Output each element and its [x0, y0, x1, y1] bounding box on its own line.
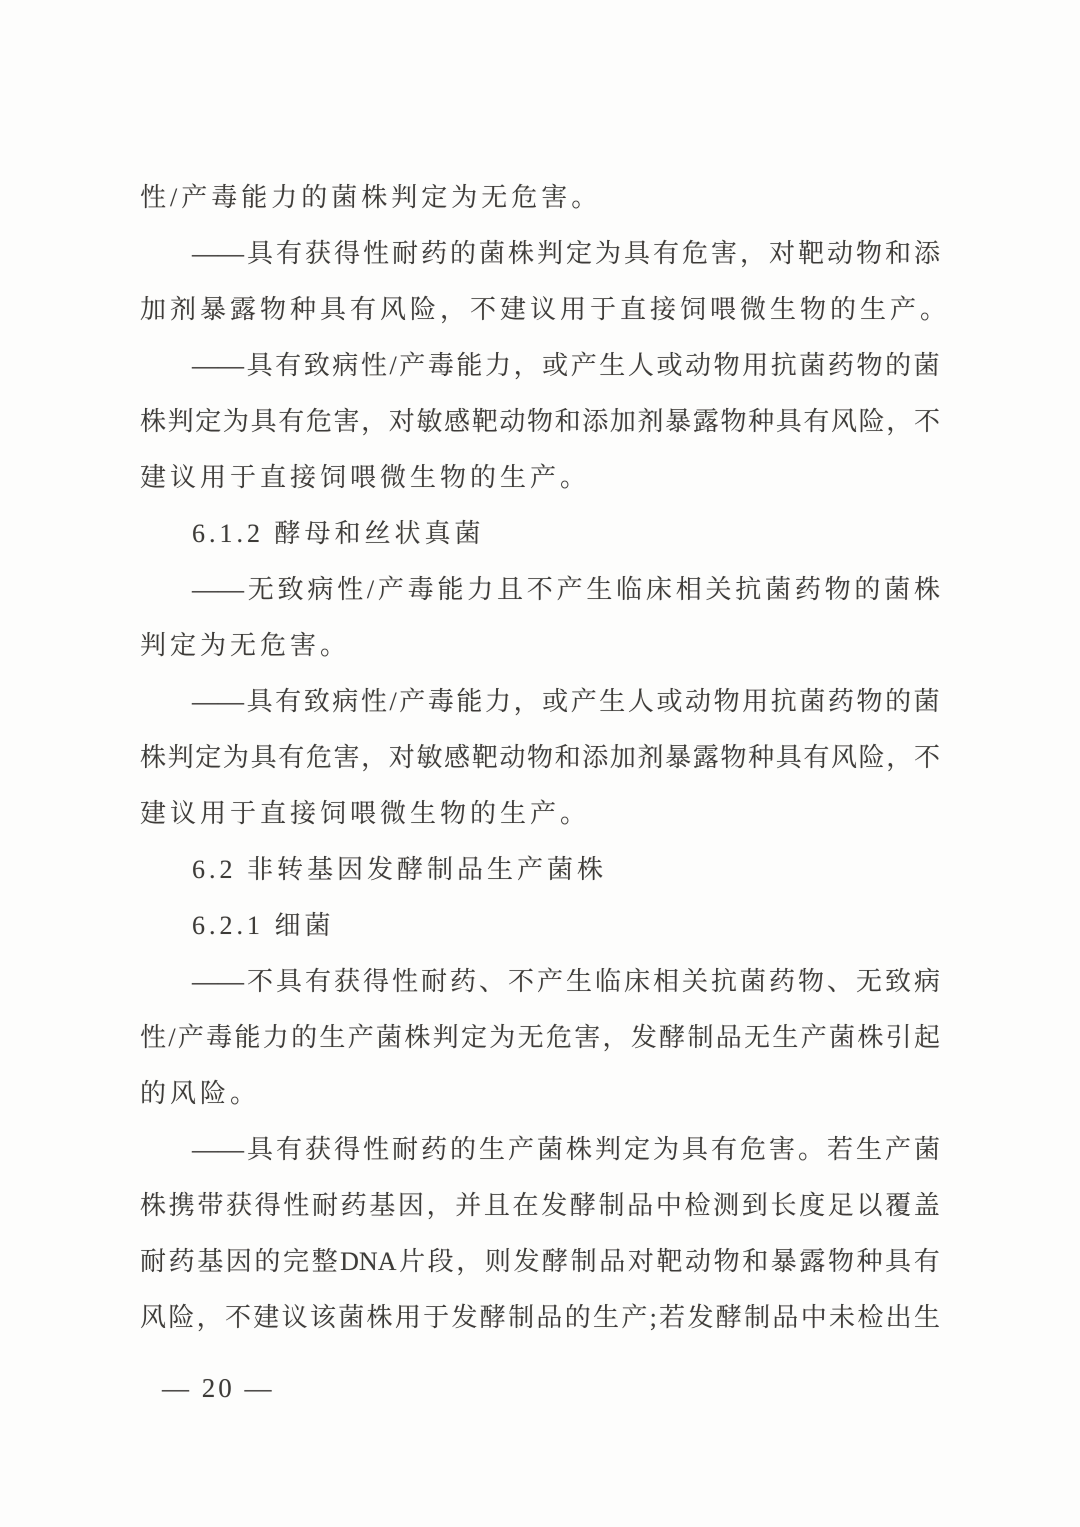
text-line: —— 具 有 获 得 性 耐 药 的 菌 株 判 定 为 具 有 危 害 ， 对 靶 动 物 和 添: [192, 239, 940, 268]
page-text: [140, 170, 951, 1346]
text-line: 性 / 产 毒 能 力 的 生 产 菌 株 判 定 为 无 危 害 ， 发 酵 制 品 无 生 产 菌 株 引 起: [140, 1023, 940, 1052]
text-line: 性/产毒能力的菌株判定为无危害。: [140, 183, 602, 212]
text-line: 建议用于直接饲喂微生物的生产。: [140, 463, 591, 492]
text-line: —— 无 致 病 性 / 产 毒 能 力 且 不 产 生 临 床 相 关 抗 菌 药 物 的 菌 株: [192, 575, 940, 604]
text-line: —— 不 具 有 获 得 性 耐 药 、 不 产 生 临 床 相 关 抗 菌 药 物 、 无 致 病: [192, 967, 940, 996]
page-number: — 20 —: [162, 1373, 275, 1403]
section-heading-6-2: 6.2 非转基因发酵制品生产菌株: [192, 855, 608, 884]
text-line: —— 具 有 获 得 性 耐 药 的 生 产 菌 株 判 定 为 具 有 危 害 。 若 生 产 菌: [192, 1135, 940, 1164]
text-line: 风 险 ， 不 建 议 该 菌 株 用 于 发 酵 制 品 的 生 产 ; 若 发 酵 制 品 中 未 检 出 生: [140, 1303, 940, 1332]
text-line: 株 判 定 为 具 有 危 害 ， 对 敏 感 靶 动 物 和 添 加 剂 暴 露 物 种 具 有 风 险 ， 不: [140, 743, 940, 772]
text-line: —— 具 有 致 病 性 / 产 毒 能 力 ， 或 产 生 人 或 动 物 用 抗 菌 药 物 的 菌: [192, 351, 940, 380]
text-line: 耐 药 基 因 的 完 整 DNA 片 段 ， 则 发 酵 制 品 对 靶 动 物 和 暴 露 物 种 具 有: [140, 1247, 940, 1276]
text-line: 加剂暴露物种具有风险，不建议用于直接饲喂微生物的生产。: [140, 295, 951, 324]
text-line: 的风险。: [140, 1079, 261, 1108]
text-line: —— 具 有 致 病 性 / 产 毒 能 力 ， 或 产 生 人 或 动 物 用 抗 菌 药 物 的 菌: [192, 687, 940, 716]
text-line: 建议用于直接饲喂微生物的生产。: [140, 799, 591, 828]
text-line: 株 判 定 为 具 有 危 害 ， 对 敏 感 靶 动 物 和 添 加 剂 暴 露 物 种 具 有 风 险 ， 不: [140, 407, 940, 436]
section-heading-6-1-2: 6.1.2 酵母和丝状真菌: [192, 519, 485, 548]
text-line: 株 携 带 获 得 性 耐 药 基 因 ， 并 且 在 发 酵 制 品 中 检 测 到 长 度 足 以 覆 盖: [140, 1191, 940, 1220]
text-line: 判定为无危害。: [140, 631, 351, 660]
section-heading-6-2-1: 6.2.1 细菌: [192, 911, 335, 940]
